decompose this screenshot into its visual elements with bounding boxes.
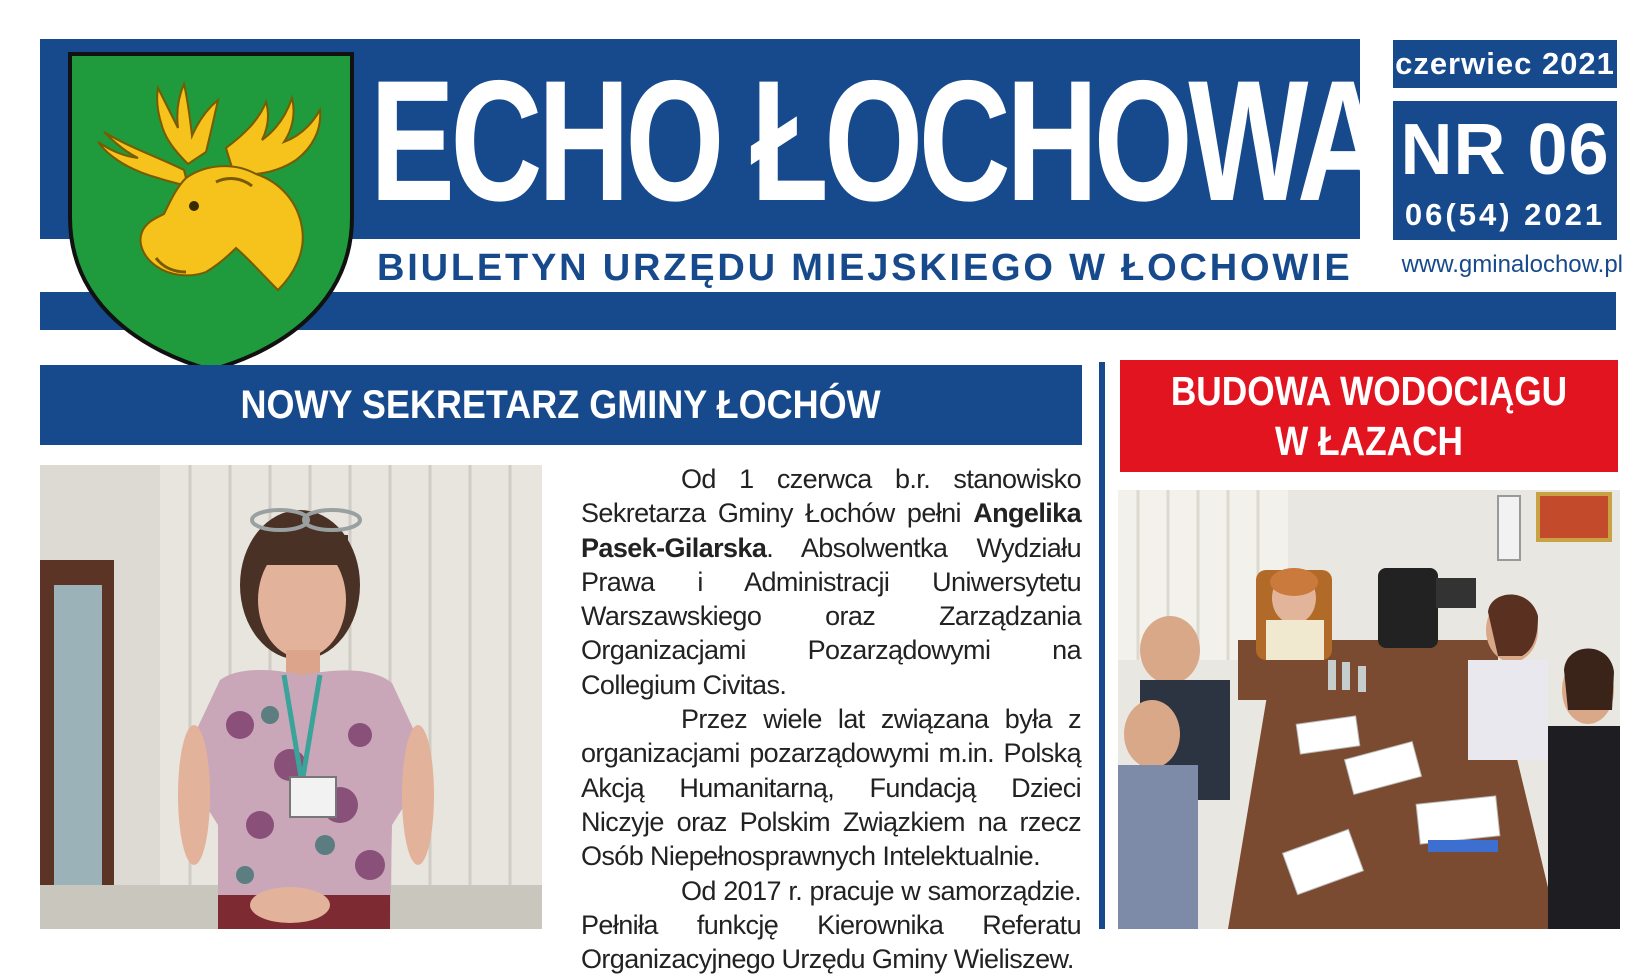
article-heading-line: BUDOWA WODOCIĄGU [1170, 368, 1568, 414]
article-heading-waterworks [1120, 360, 1618, 472]
meeting-photo [1118, 490, 1620, 929]
column-divider [1099, 362, 1105, 929]
moose-head-coat-of-arms-icon [66, 52, 356, 372]
issue-number-box [1393, 101, 1617, 240]
article-paragraph: Od 2017 r. pracuje w samorządzie. Pełniła funkcję Kierownika Referatu Organizacyjnego Urzędu Gminy Wieliszew. [581, 875, 1081, 975]
person-name: Angelika Pasek-Gilarska [581, 498, 1081, 563]
article-body-secretary [581, 462, 1081, 976]
article-heading-secretary [40, 365, 1082, 445]
issue-detail: 06(54) 2021 [1404, 197, 1606, 232]
article-paragraph: Przez wiele lat związana była z organizacjami pozarządowymi m.in. Polską Akcją Humanitarną, Fundacją Dzieci Niczyje oraz Polskim Związkiem na rzecz Osób Niepełnosprawnych Intelektualnie. [581, 704, 1081, 872]
issue-number: NR 06 [1400, 110, 1610, 190]
newspaper-subtitle: BIULETYN URZĘDU MIEJSKIEGO W ŁOCHOWIE [377, 247, 1353, 289]
website-link[interactable]: www.gminalochow.pl [1401, 251, 1623, 278]
issue-date: czerwiec 2021 [1393, 40, 1617, 88]
newspaper-title: ECHO ŁOCHOWA [370, 45, 1385, 237]
article-heading-text: NOWY SEKRETARZ GMINY ŁOCHÓW [240, 383, 882, 427]
secretary-portrait-photo [40, 465, 542, 929]
article-paragraph: Od 1 czerwca b.r. stanowisko Sekretarza Gminy Łochów pełni Angelika Pasek-Gilarska. Absolwentka Wydziału Prawa i Administracji Uniwersytetu Warszawskiego oraz Zarządzania Organizacjami Pozarządowymi na Collegium Civitas. [581, 464, 1081, 700]
article-heading-line: W ŁAZACH [1274, 418, 1464, 464]
